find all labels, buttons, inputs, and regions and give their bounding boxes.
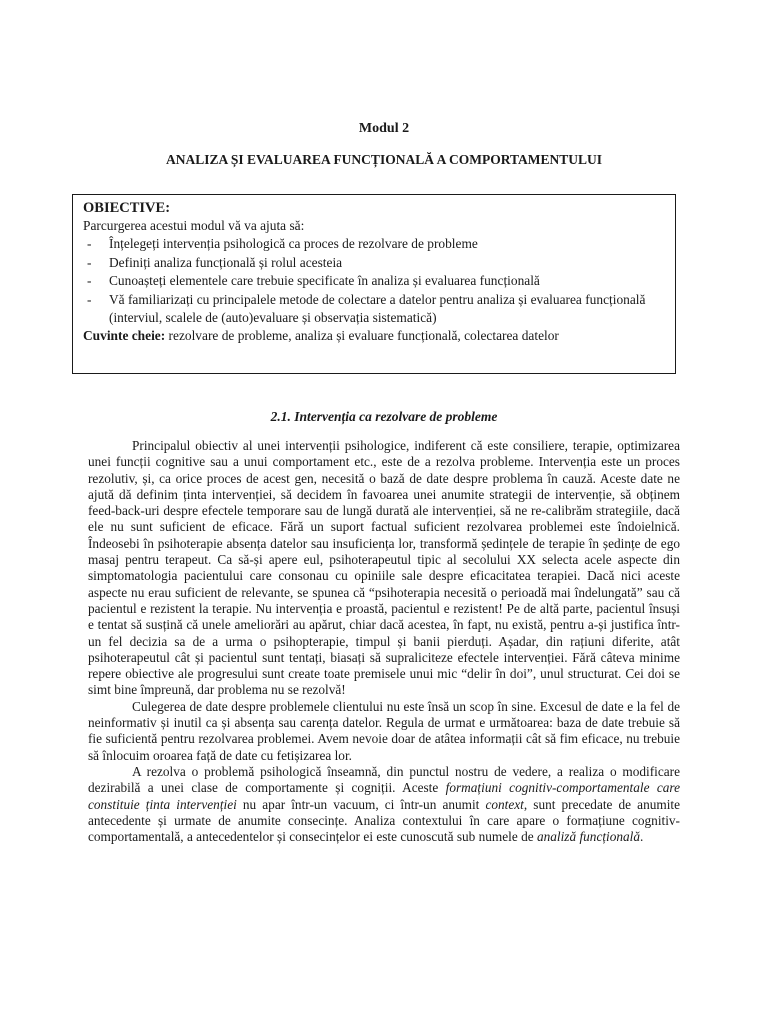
emphasis-text: formațiuni cognitiv-comportamentale care constituie ținta intervenției <box>88 780 681 812</box>
objectives-box <box>72 194 676 374</box>
paragraph: Principalul obiectiv al unei intervenții psihologice, indiferent că este consiliere, terapie, optimizarea unei funcții cognitive sau a unui comportament etc., este de a rezolva probleme. Intervenția este un proces rezolutiv, și, ca orice proces de acest gen, necesită o bază de date despre problema în cauză. Aceste date ne ajută dă definim ținta intervenției, să decidem în favoarea unei anumite strategii de intervenție, să obținem feed-back-uri despre efectele temporare sau de lungă durată ale intervenției, să ne re-calibrăm strategiile, dacă ele nu sunt suficient de eficace. Fără un suport factual suficient rezolvarea problemei este îndoielnică. Îndeosebi în psihoterapie absența datelor sau insuficiența lor, transformă ședințele de terapie în ședințe de ego masaj pentru terapeut. Ca să-și apere eul, psihoterapeutul tipic al secolului XX selecta acele aspecte din simptomatologia pacientului care consonau cu opiniile sale despre eficacitatea terapiei. Dacă nici aceste aspecte nu erau suficient de relevante, se spunea că “psihoterapia necesită o perioadă mai îndelungată” sau că pacientul e rezistent la terapie. Nu intervenția e proastă, pacientul e rezistent! Pe de altă parte, pacientul însuși e tentat să susțină că unele ameliorări au apărut, chiar dacă acestea, în fapt, nu există, pentru a-și justifica într-un fel decizia sa de a urma o psihopterapie, timpul și banii pierduți. Așadar, din rațiuni diferite, atât psihoterapeutul cât și pacientul sunt tentați, biasați să supraliciteze efectele intervenției. Fără câteva minime repere obiective ale progresului sunt create toate premisele unui mic “delir în doi”, unul structurat. Cei doi se simt bine împreună, dar problema nu se rezolvă! <box>88 438 680 698</box>
paragraph: Culegerea de date despre problemele clientului nu este însă un scop în sine. Excesul de date e la fel de neinformativ și inutil ca și absența sau carența datelor. Regula de urmat e următoarea: baza de date trebuie să fie suficientă pentru rezolvarea problemei. Avem nevoie doar de atâtea informații cât să fim eficace, nu trebuie să înlocuim oroarea față de date cu fetișizarea lor. <box>88 698 680 763</box>
keywords-line <box>83 327 665 345</box>
section-title: 2.1. Intervenția ca rezolvare de probleme <box>270 409 498 424</box>
objective-item: - Cunoașteți elementele care trebuie specificate în analiza și evaluarea funcțională <box>83 272 665 290</box>
module-title: Modul 2 <box>358 121 410 136</box>
objectives-intro: Parcurgerea acestui modul vă va ajuta să: <box>83 218 305 233</box>
objective-item: - Definiți analiza funcțională și rolul acesteia <box>83 254 665 272</box>
objectives-list <box>83 235 665 327</box>
page-title: ANALIZA ȘI EVALUAREA FUNCȚIONALĂ A COMPORTAMENTULUI <box>166 152 602 167</box>
emphasis-text: analiză funcțională <box>536 829 641 845</box>
objective-item: - Vă familiarizați cu principalele metode de colectare a datelor pentru analiza și evaluarea funcțională (interviul, scalele de (auto)evaluare și observația sistematică) <box>83 291 665 328</box>
paragraph <box>88 764 680 845</box>
keywords-text: rezolvare de probleme, analiza și evaluare funcțională, colectarea datelor <box>165 328 559 344</box>
paragraph-text: , sunt precedate de anumite antecedente și urmate de anumite consecințe. Analiza contextului în care apare o formațiune cognitiv-comportamentală, a antecedentelor și consecințelor ei este cunoscută sub numele de <box>88 796 680 845</box>
paragraph-text: . <box>640 829 644 845</box>
paragraph-text: nu apar într-un vacuum, ci într-un anumit <box>236 796 486 812</box>
paragraph-text: A rezolva o problemă psihologică înseamnă, din punctul nostru de vedere, a realiza o modificare dezirabilă a unei clase de comportamente și cogniții. Aceste <box>88 763 680 796</box>
objective-item: - Înțelegeți intervenția psihologică ca proces de rezolvare de probleme <box>83 235 665 253</box>
emphasis-text: context <box>485 796 524 812</box>
section-body <box>88 438 680 845</box>
keywords-label: Cuvinte cheie: <box>83 328 166 344</box>
objectives-heading: OBIECTIVE: <box>83 200 171 216</box>
